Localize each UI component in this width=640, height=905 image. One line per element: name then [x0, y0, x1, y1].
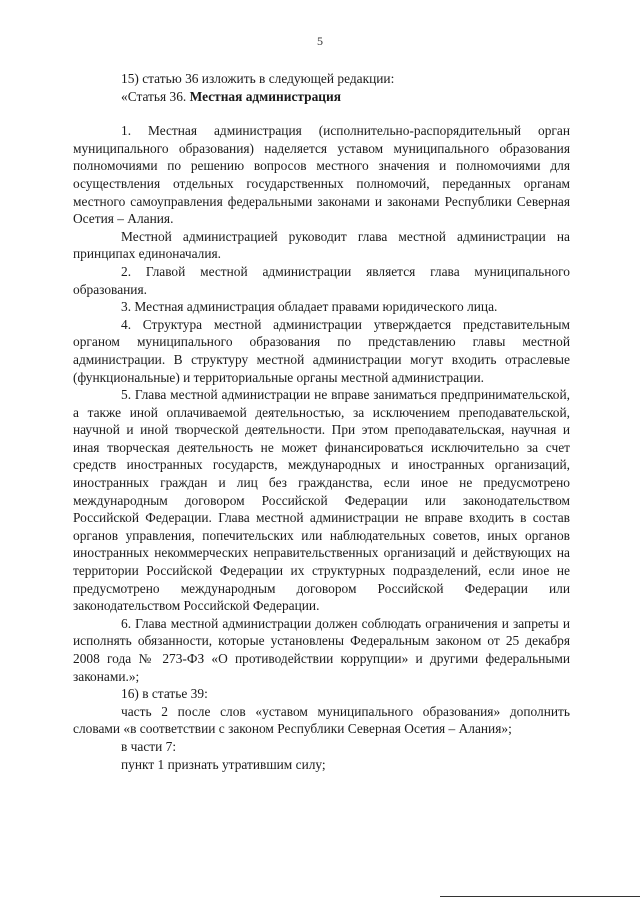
item-16-point-1: пункт 1 признать утратившим силу;: [121, 756, 326, 772]
article-prefix: «Статья 36.: [121, 88, 190, 104]
item-16-part-2: часть 2 после слов «уставом муниципального образования» дополнить словами «в соответствии с законом Республики Северная Осетия – Алания»;: [73, 703, 570, 737]
item-16-part-7: в части 7:: [121, 738, 177, 754]
document-body: [73, 70, 570, 773]
amendment-item-16: 16) в статье 39:: [121, 686, 208, 702]
paragraph-5: 5. Глава местной администрации не вправе заниматься предпринимательской, а также иной оплачиваемой деятельностью, за исключением преподавательской, научной и иной творческой деятельности. При этом преподавательская, научная и иная творческая деятельность не может финансироваться исключительно за счет средств иностранных государств, международных и иностранных организаций, иностранных граждан и лиц без гражданства, если иное не предусмотрено международным договором Российской Федерации или законодательством Российской Федерации. Глава местной администрации не вправе входить в состав органов управления, попечительских или наблюдательных советов, иных органов иностранных некоммерческих неправительственных организаций и действующих на территории Российской Федерации их структурных подразделений, если иное не предусмотрено международным договором Российской Федерации или законодательством Российской Федерации.: [73, 387, 570, 614]
paragraph-2: 2. Главой местной администрации является глава муниципального образования.: [73, 263, 570, 297]
article-title: Местная администрация: [189, 88, 341, 104]
spacer: [73, 105, 570, 122]
paragraph-1: 1. Местная администрация (исполнительно-распорядительный орган муниципального образования) наделяется уставом муниципального образования полномочиями по решению вопросов местного значения и полномочиями для осуществления отдельных государственных полномочий, переданных органам местного самоуправления федеральными законами и законами Республики Северная Осетия – Алания.: [73, 123, 570, 227]
paragraph-6: 6. Глава местной администрации должен соблюдать ограничения и запреты и исполнять обязанности, которые установлены Федеральным законом от 25 декабря 2008 года № 273-ФЗ «О противодействии коррупции» и другими федеральными законами.»;: [73, 615, 570, 684]
amendment-item-15: 15) статью 36 изложить в следующей редакции:: [121, 71, 395, 86]
page-number: 5: [317, 34, 323, 48]
bottom-rule: [440, 896, 640, 897]
paragraph-3: 3. Местная администрация обладает правами юридического лица.: [121, 299, 498, 315]
paragraph-4: 4. Структура местной администрации утверждается представительным органом муниципального образования по представлению главы местной администрации. В структуру местной администрации могут входить отраслевые (функциональные) и территориальные органы местной администрации.: [73, 316, 570, 385]
paragraph-1-continued: Местной администрацией руководит глава местной администрации на принципах единоначалия.: [73, 228, 570, 262]
article-heading: [73, 88, 570, 106]
